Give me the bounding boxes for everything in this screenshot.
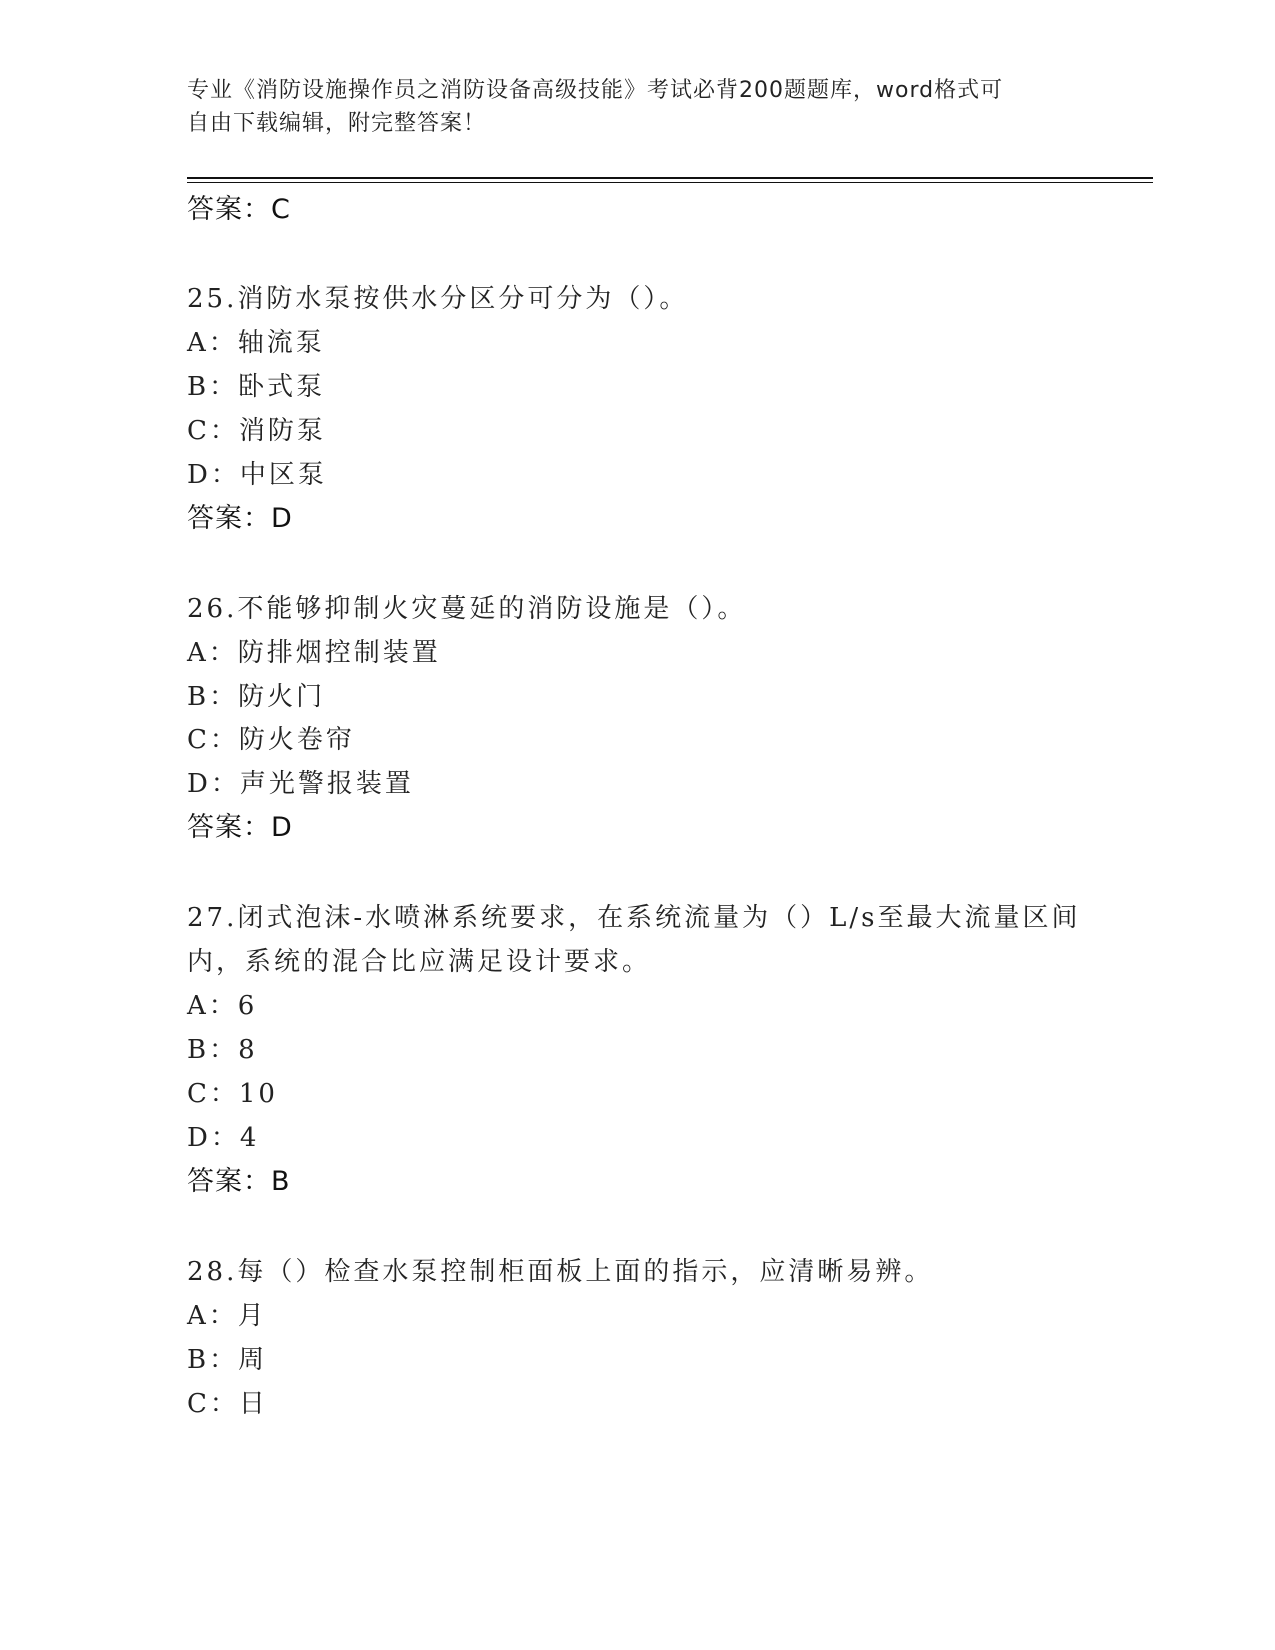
- question-25-answer: 答案：D: [187, 503, 293, 534]
- question-28-option-c: C：日: [187, 1389, 268, 1419]
- question-27-answer: 答案：B: [187, 1166, 291, 1197]
- previous-answer: 答案：C: [187, 194, 291, 225]
- question-26-option-a: A：防排烟控制装置: [187, 638, 441, 668]
- question-26-option-c: C：防火卷帘: [187, 725, 355, 755]
- header-line-1: 专业《消防设施操作员之消防设备高级技能》考试必背200题题库，word格式可: [187, 78, 1004, 103]
- question-25-option-c: C：消防泵: [187, 416, 326, 446]
- header-line-2: 自由下载编辑，附完整答案！: [187, 111, 487, 136]
- question-25-option-a: A：轴流泵: [187, 328, 325, 358]
- header-divider-thick: [187, 177, 1153, 179]
- question-27-option-b: B：8: [187, 1035, 258, 1065]
- question-28-stem: 28.每（）检查水泵控制柜面板上面的指示，应清晰易辨。: [187, 1257, 934, 1287]
- document-header: [187, 74, 1067, 140]
- question-26-option-b: B：防火门: [187, 682, 326, 712]
- question-28-option-a: A：月: [187, 1301, 267, 1331]
- question-28-option-b: B：周: [187, 1345, 268, 1375]
- question-26-answer: 答案：D: [187, 812, 293, 843]
- question-27-option-d: D：4: [187, 1123, 260, 1153]
- header-divider-thin: [187, 182, 1153, 183]
- question-27-stem-line-2: 内，系统的混合比应满足设计要求。: [187, 947, 652, 977]
- question-26-stem: 26.不能够抑制火灾蔓延的消防设施是（）。: [187, 594, 747, 624]
- question-25-option-b: B：卧式泵: [187, 372, 326, 402]
- question-26-option-d: D：声光警报装置: [187, 769, 414, 799]
- question-25-option-d: D：中区泵: [187, 460, 327, 490]
- question-27-stem-line-1: 27.闭式泡沫-水喷淋系统要求，在系统流量为（）L/s至最大流量区间: [187, 903, 1081, 933]
- question-27-option-c: C：10: [187, 1079, 278, 1109]
- question-27-option-a: A：6: [187, 991, 258, 1021]
- question-25-stem: 25.消防水泵按供水分区分可分为（）。: [187, 284, 689, 314]
